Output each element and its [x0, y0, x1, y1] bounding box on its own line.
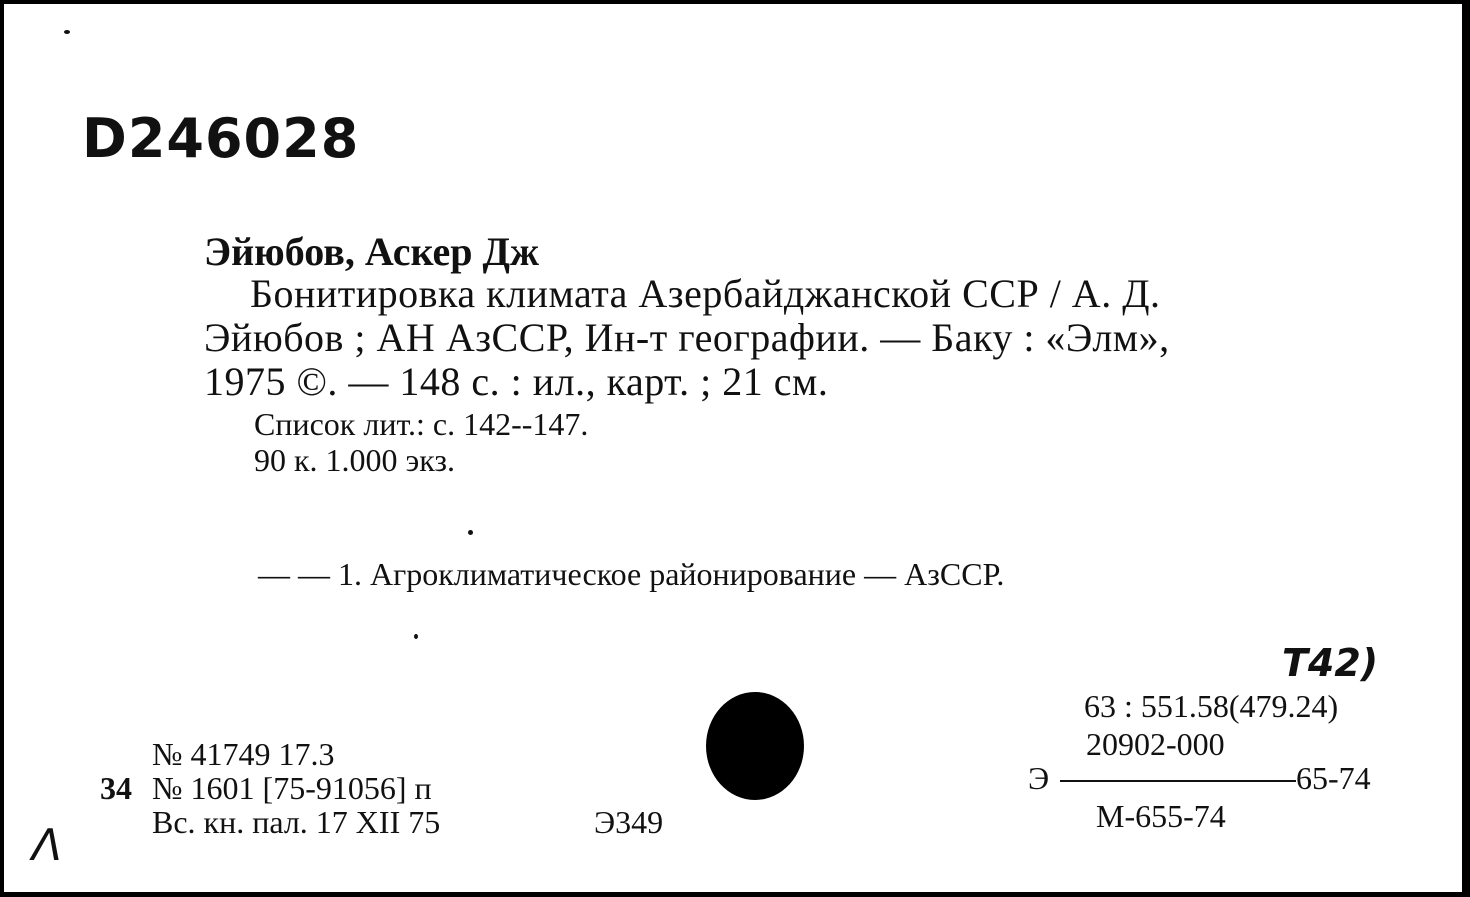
code-prefix: Э: [1028, 760, 1050, 796]
code-denominator: М-655-74: [1096, 798, 1226, 834]
title-line-3: 1975 ©. — 148 с. : ил., карт. ; 21 см.: [204, 359, 829, 404]
call-number: D246028: [82, 107, 360, 170]
speck: [414, 634, 418, 639]
author-heading: Эйюбов, Аскер Дж: [204, 229, 540, 274]
registry-line-2: № 1601 [75-91056] п: [152, 770, 432, 806]
title-line-1: Бонитировка климата Азербайджанской ССР / А. Д.: [250, 271, 1161, 316]
speck: [64, 30, 70, 34]
code-numerator: 20902-000: [1086, 726, 1225, 762]
registry-line-3-extra: Э349: [594, 804, 664, 840]
fraction-line: [1060, 780, 1296, 782]
registry-line-2-prefix: 34: [100, 770, 132, 806]
registry-line-3: Вс. кн. пал. 17 XII 75: [152, 804, 441, 840]
title-line-2: Эйюбов ; АН АзССР, Ин-т географии. — Баку : «Элм»,: [204, 315, 1170, 360]
handwritten-margin-mark: Λ: [32, 820, 63, 871]
punch-hole: [706, 692, 804, 800]
code-suffix: 65-74: [1296, 760, 1371, 796]
classification-index: 63 : 551.58(479.24): [1084, 688, 1339, 724]
subject-heading: — — 1. Агроклиматическое районирование — АзССР.: [258, 556, 1005, 592]
speck: [468, 530, 473, 535]
price-note: 90 к. 1.000 экз.: [254, 442, 456, 478]
catalog-card: [4, 4, 1462, 892]
bibliography-note: Список лит.: с. 142--147.: [254, 406, 589, 442]
registry-line-1: № 41749 17.3: [152, 736, 335, 772]
handwritten-code: Т42): [1282, 641, 1379, 685]
